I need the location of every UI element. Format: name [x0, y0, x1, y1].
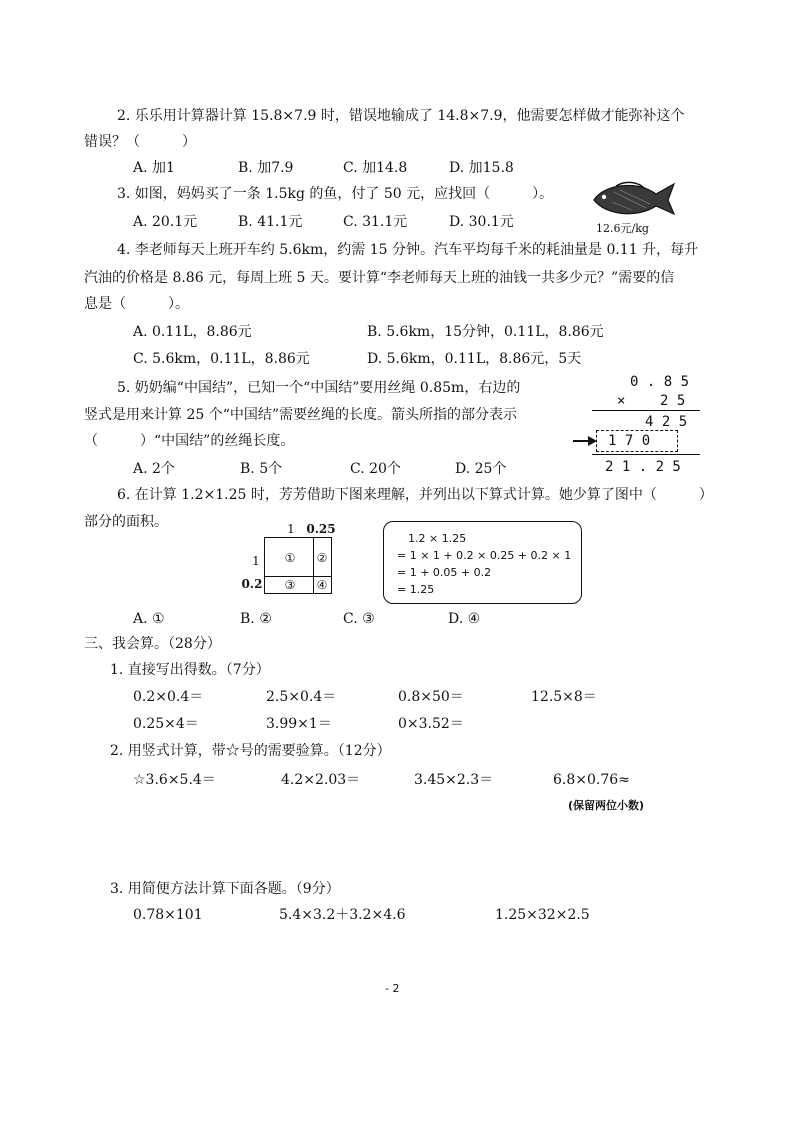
q4-line2: 汽油的价格是 8.86 元，每周上班 5 天。要计算“李老师每天上班的油钱一共多少元？”需要的信 — [84, 270, 675, 286]
vcalc-row2: 2 5 — [660, 393, 686, 409]
calc-line-2: = 1 × 1 + 0.2 × 0.25 + 0.2 × 1 — [397, 549, 572, 562]
q6-line2: 部分的面积。 — [84, 514, 168, 530]
grid-cell-3: ③ — [284, 578, 296, 592]
simplify-calc-item: 0.78×101 — [133, 907, 203, 923]
q5-line2: 竖式是用来计算 25 个“中国结”需要丝绳的长度。箭头所指的部分表示 — [84, 407, 518, 423]
vcalc-line-1 — [592, 410, 700, 411]
grid-top-label-1: 1 — [287, 522, 295, 536]
mental-calc-item: 0.2×0.4＝ — [133, 689, 204, 705]
q4-line1: 4. 李老师每天上班开车约 5.6km，约需 15 分钟。汽车平均每千米的耗油量是 0.11 升，每升 — [117, 242, 699, 258]
arrow-right-icon — [572, 434, 598, 448]
grid-left-label-1: 1 — [252, 554, 260, 568]
vertical-calc-item: 6.8×0.76≈ — [553, 772, 630, 788]
mental-calc-item: 0×3.52＝ — [398, 716, 464, 732]
vcalc-row1: 0 . 8 5 — [630, 374, 690, 390]
s3-p1-title: 1. 直接写出得数。（7分） — [110, 662, 270, 678]
mental-calc-item: 2.5×0.4＝ — [266, 689, 337, 705]
q6-line1: 6. 在计算 1.2×1.25 时，芳芳借助下图来理解，并列出以下算式计算。她少算了图中（ ） — [117, 487, 713, 503]
q5-option-b: B. 5个 — [240, 461, 283, 477]
mental-calc-item: 12.5×8＝ — [531, 689, 597, 705]
simplify-calc-item: 1.25×32×2.5 — [495, 907, 590, 923]
q6-option-b: B. ② — [240, 611, 272, 627]
page-number: - 2 — [385, 982, 400, 995]
q4-line3: 息是（ ）。 — [84, 296, 189, 312]
q4-option-b: B. 5.6km，15分钟，0.11L，8.86元 — [367, 324, 604, 340]
q2-option-c: C. 加14.8 — [343, 160, 408, 176]
calc-line-1: 1.2 × 1.25 — [408, 532, 467, 545]
q2-line1: 2. 乐乐用计算器计算 15.8×7.9 时，错误地输成了 14.8×7.9，他需要怎样做才能弥补这个 — [117, 108, 685, 124]
q3-option-c: C. 31.1元 — [343, 214, 408, 230]
vcalc-multiply-sign: × — [617, 393, 626, 409]
s3-p2-title: 2. 用竖式计算，带☆号的需要验算。（12分） — [110, 743, 391, 759]
q2-line2: 错误？（ ） — [84, 134, 196, 150]
section3-title: 三、我会算。（28分） — [84, 636, 221, 652]
grid-top-label-2: 0.25 — [306, 522, 336, 536]
calc-line-4: = 1.25 — [397, 583, 435, 596]
q5-option-c: C. 20个 — [350, 461, 401, 477]
vcalc-row4: 1 7 0 — [608, 433, 651, 449]
grid-cell-4: ④ — [316, 578, 328, 592]
q4-option-a: A. 0.11L，8.86元 — [133, 324, 252, 340]
calc-line-3: = 1 + 0.05 + 0.2 — [397, 566, 492, 579]
q3-option-d: D. 30.1元 — [449, 214, 514, 230]
q2-option-d: D. 加15.8 — [449, 160, 514, 176]
q3-option-a: A. 20.1元 — [133, 214, 198, 230]
vcalc-row3: 4 2 5 — [645, 414, 688, 430]
mental-calc-item: 3.99×1＝ — [266, 716, 332, 732]
q6-option-a: A. ① — [133, 611, 165, 627]
fish-icon — [586, 178, 678, 218]
q6-option-c: C. ③ — [343, 611, 375, 627]
q4-option-d: D. 5.6km，0.11L，8.86元，5天 — [367, 351, 582, 367]
grid-cell-1: ① — [284, 551, 296, 565]
q2-option-a: A. 加1 — [133, 160, 175, 176]
s3-p3-title: 3. 用简便方法计算下面各题。（9分） — [110, 881, 340, 897]
q5-line3: （ ）“中国结”的丝绳长度。 — [84, 433, 295, 449]
q5-line1: 5. 奶奶编“中国结”，已知一个“中国结”要用丝绳 0.85m，右边的 — [117, 380, 521, 396]
q4-option-c: C. 5.6km，0.11L，8.86元 — [133, 351, 310, 367]
grid-left-label-2: 0.2 — [241, 577, 263, 591]
vertical-calc-item: ☆3.6×5.4＝ — [133, 772, 216, 788]
q2-option-b: B. 加7.9 — [238, 160, 294, 176]
q3-option-b: B. 41.1元 — [238, 214, 303, 230]
fish-price-label: 12.6元/kg — [596, 222, 649, 235]
grid-cell-2: ② — [316, 551, 328, 565]
vcalc-line-2 — [592, 454, 700, 455]
q5-option-a: A. 2个 — [133, 461, 175, 477]
vertical-calc-item: 3.45×2.3＝ — [414, 772, 494, 788]
vertical-calc-item: 4.2×2.03＝ — [281, 772, 361, 788]
mental-calc-item: 0.8×50＝ — [398, 689, 464, 705]
rounding-note: (保留两位小数) — [568, 799, 645, 812]
mental-calc-item: 0.25×4＝ — [133, 716, 199, 732]
vcalc-row5: 2 1 . 2 5 — [605, 459, 681, 475]
q6-option-d: D. ④ — [448, 611, 481, 627]
q3-line1: 3. 如图，妈妈买了一条 1.5kg 的鱼，付了 50 元，应找回（ ）。 — [117, 186, 554, 202]
simplify-calc-item: 5.4×3.2＋3.2×4.6 — [279, 907, 406, 923]
q5-option-d: D. 25个 — [455, 461, 507, 477]
